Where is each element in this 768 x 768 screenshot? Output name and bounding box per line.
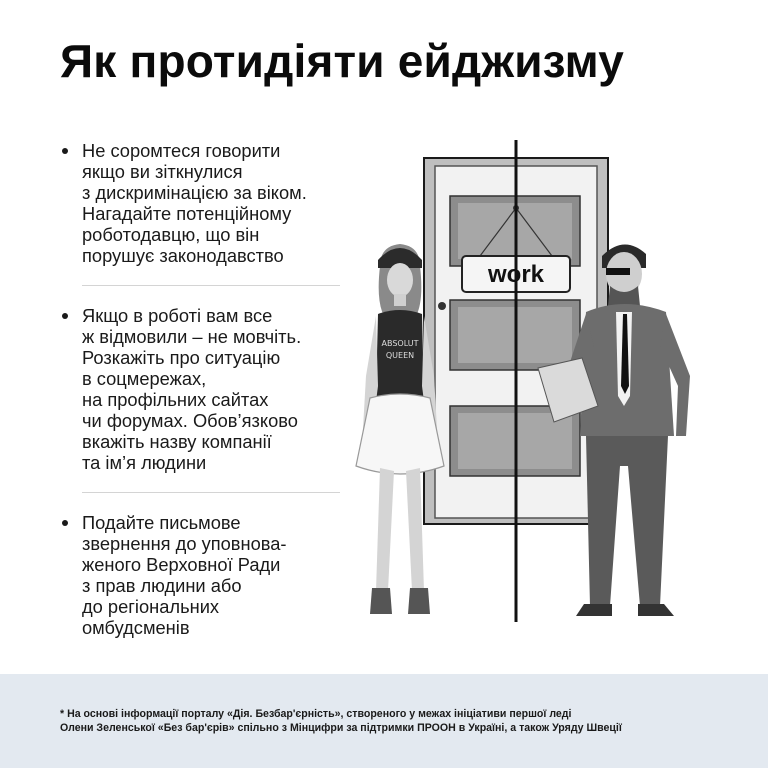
tip-item: Якщо в роботі вам все ж відмовили – не мовчіть. Розкажіть про ситуацію в соцмережах, на профільних сайтах чи форумах. Обов’язково вкажіть назву компанії та ім’я людини [60, 305, 342, 473]
sign-text: work [487, 261, 545, 288]
shirt-text: QUEEN [385, 351, 415, 360]
divider [82, 285, 340, 286]
page-title: Як протидіяти ейджизму [60, 35, 624, 87]
illustration [340, 136, 730, 626]
door-knob-icon [438, 302, 446, 310]
footnote: * На основі інформації порталу «Дія. Безбар'єрність», створеного у межах ініціативи першої леді Олени Зеленської «Без бар'єрів» спільно з Мінцифри за підтримки ПРООН в Україні, а також Уряду Швеції [60, 708, 622, 734]
tip-item: Подайте письмове звернення до уповнова- женого Верховної Ради з прав людини або до регіональних омбудсменів [60, 512, 342, 638]
divider [82, 492, 340, 493]
tips-list [60, 136, 342, 638]
footer [0, 674, 768, 768]
shirt-text: ABSOLUT [381, 339, 419, 348]
tip-item: Не соромтеся говорити якщо ви зіткнулися з дискримінацією за віком. Нагадайте потенційному роботодавцю, що він порушує законодавство [60, 140, 342, 266]
